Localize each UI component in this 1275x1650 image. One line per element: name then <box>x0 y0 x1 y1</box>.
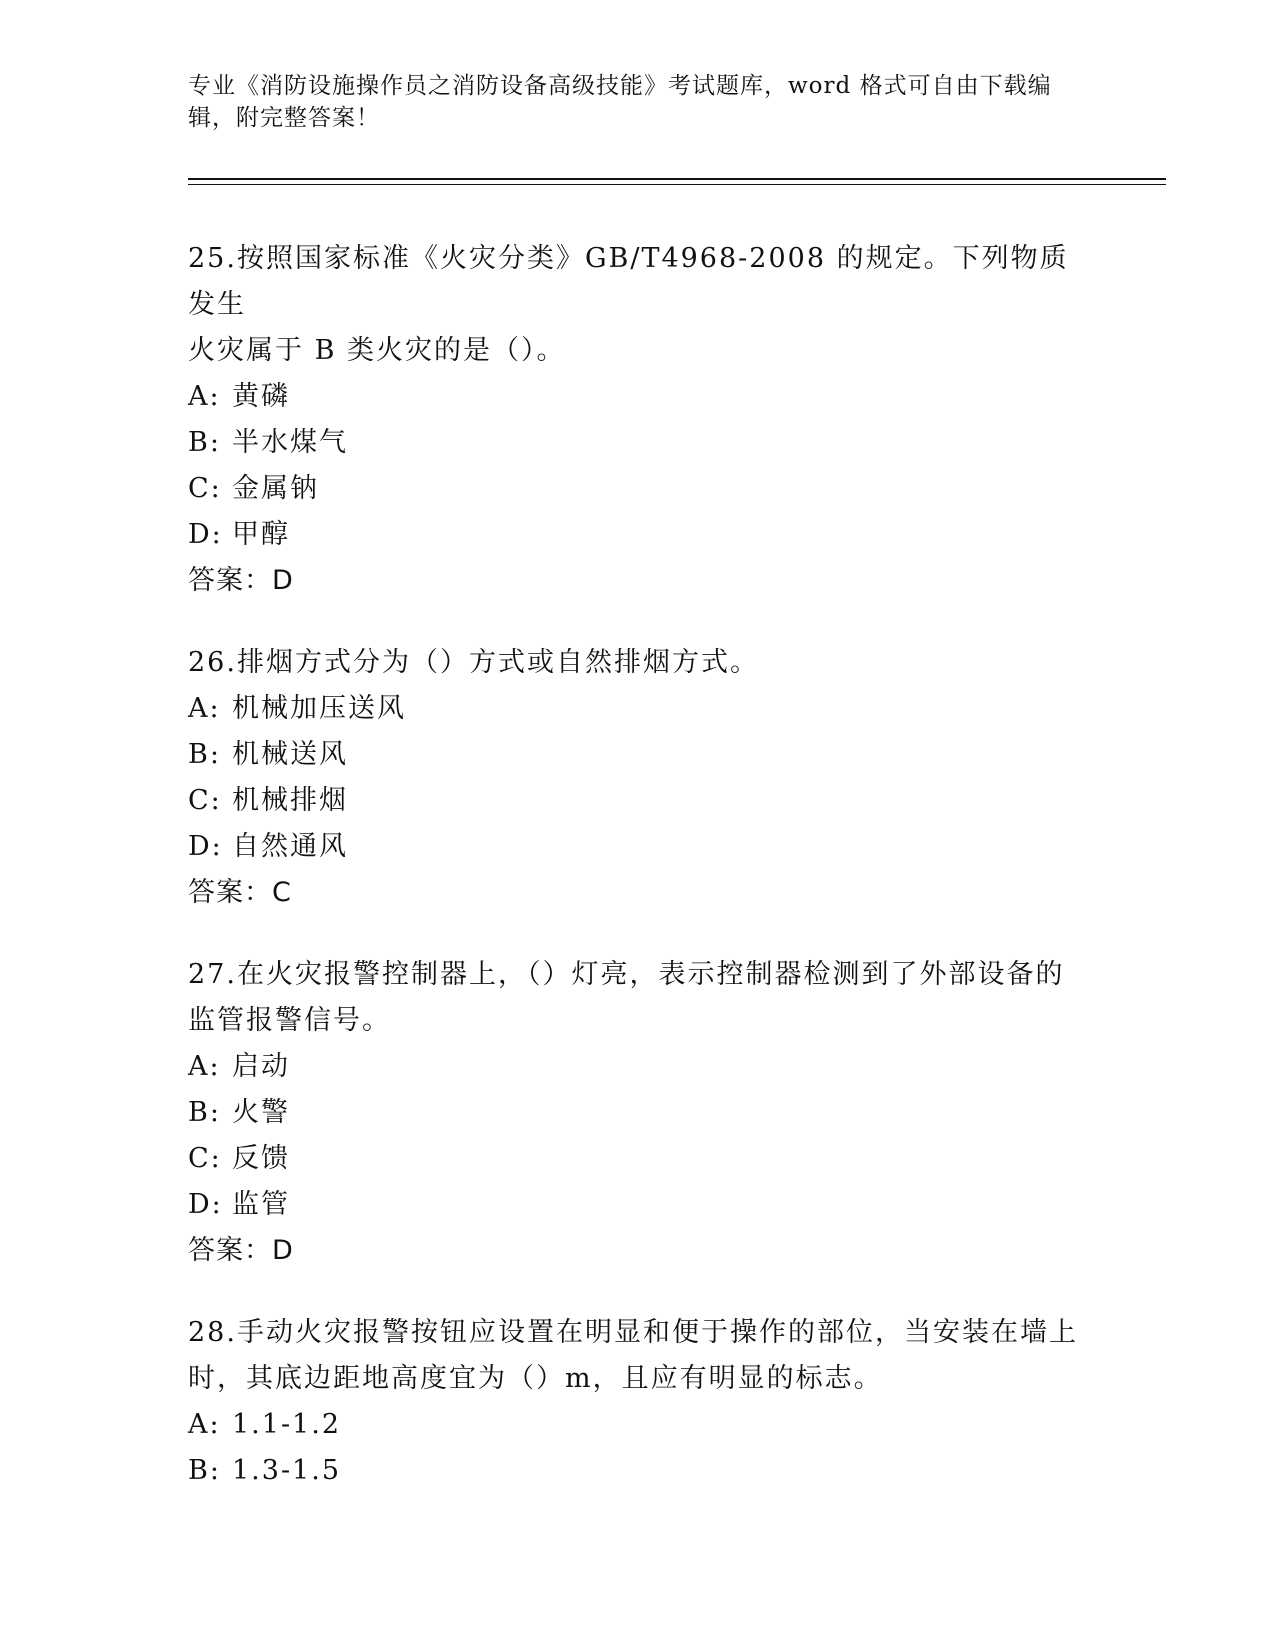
question-list <box>188 236 1088 1530</box>
option-key: C: <box>188 1143 222 1174</box>
option-text: 半水煤气 <box>232 427 348 458</box>
option-key: D: <box>188 1189 223 1220</box>
option-key: A: <box>188 1409 221 1440</box>
answer-line: 答案：D <box>188 1235 294 1266</box>
question-stem-line-1: 26.排烟方式分为（）方式或自然排烟方式。 <box>188 647 759 678</box>
question-25 <box>188 236 1088 604</box>
option-c <box>188 466 1088 512</box>
option-a <box>188 374 1088 420</box>
option-d <box>188 824 1088 870</box>
question-stem-line-2: 时，其底边距地高度宜为（）m，且应有明显的标志。 <box>188 1363 883 1394</box>
question-stem-line-2: 监管报警信号。 <box>188 1005 391 1036</box>
option-key: D: <box>188 831 223 862</box>
option-b <box>188 420 1088 466</box>
question-stem-line-2: 火灾属于 B 类火灾的是（）。 <box>188 335 566 366</box>
option-text: 金属钠 <box>232 473 319 504</box>
option-text: 机械加压送风 <box>232 693 406 724</box>
option-key: A: <box>188 1051 221 1082</box>
header-line-2: 辑，附完整答案！ <box>188 105 380 131</box>
option-key: A: <box>188 693 221 724</box>
option-b <box>188 732 1088 778</box>
option-a <box>188 1402 1088 1448</box>
option-text: 1.3-1.5 <box>232 1455 342 1486</box>
option-text: 机械送风 <box>232 739 348 770</box>
answer-line: 答案：D <box>188 565 294 596</box>
option-a <box>188 686 1088 732</box>
option-a <box>188 1044 1088 1090</box>
question-stem-line-1: 25.按照国家标准《火灾分类》GB/T4968-2008 的规定。下列物质发生 <box>188 243 1069 320</box>
option-text: 反馈 <box>232 1143 290 1174</box>
question-27 <box>188 952 1088 1274</box>
header-divider-thick <box>188 178 1166 180</box>
header-divider-thin <box>188 184 1166 185</box>
question-26 <box>188 640 1088 916</box>
option-b <box>188 1090 1088 1136</box>
option-key: C: <box>188 473 222 504</box>
option-text: 机械排烟 <box>232 785 348 816</box>
answer-line: 答案：C <box>188 877 292 908</box>
option-text: 黄磷 <box>232 381 290 412</box>
option-key: B: <box>188 1455 221 1486</box>
option-d <box>188 512 1088 558</box>
option-text: 甲醇 <box>232 519 290 550</box>
option-text: 自然通风 <box>232 831 348 862</box>
question-stem <box>188 640 1088 686</box>
option-text: 1.1-1.2 <box>232 1409 342 1440</box>
option-c <box>188 1136 1088 1182</box>
option-key: B: <box>188 1097 221 1128</box>
question-28 <box>188 1310 1088 1494</box>
option-key: B: <box>188 739 221 770</box>
question-stem-line-1: 27.在火灾报警控制器上，（）灯亮，表示控制器检测到了外部设备的 <box>188 959 1065 990</box>
option-key: D: <box>188 519 223 550</box>
option-c <box>188 778 1088 824</box>
option-key: C: <box>188 785 222 816</box>
option-b <box>188 1448 1088 1494</box>
option-d <box>188 1182 1088 1228</box>
question-stem <box>188 236 1088 374</box>
option-text: 启动 <box>232 1051 290 1082</box>
question-stem <box>188 952 1088 1044</box>
option-text: 监管 <box>232 1189 290 1220</box>
question-stem-line-1: 28.手动火灾报警按钮应设置在明显和便于操作的部位，当安装在墙上 <box>188 1317 1078 1348</box>
document-header <box>188 70 1078 134</box>
question-stem <box>188 1310 1088 1402</box>
header-line-1: 专业《消防设施操作员之消防设备高级技能》考试题库，word 格式可自由下载编 <box>188 73 1052 99</box>
option-key: B: <box>188 427 221 458</box>
option-key: A: <box>188 381 221 412</box>
option-text: 火警 <box>232 1097 290 1128</box>
